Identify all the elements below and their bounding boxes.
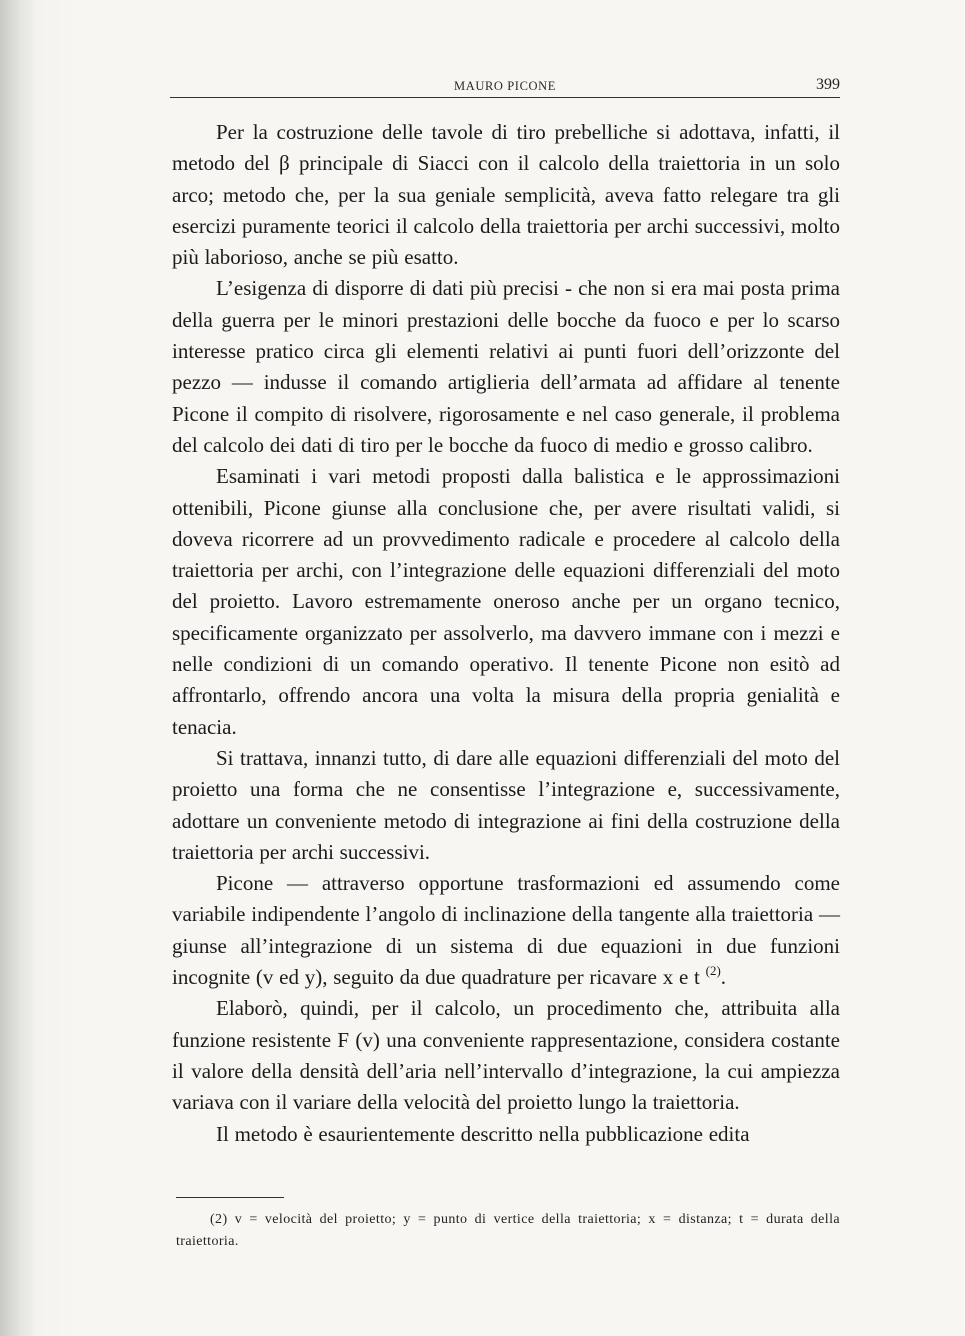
paragraph-5 bbox=[172, 868, 840, 993]
page-number: 399 bbox=[816, 76, 840, 93]
paragraph-6 bbox=[172, 993, 840, 1118]
paragraph-1 bbox=[172, 117, 840, 273]
header-rule bbox=[170, 97, 840, 98]
binding-edge bbox=[0, 0, 36, 1336]
running-title: MAURO PICONE bbox=[454, 79, 556, 93]
paragraph-1-text: Per la costruzione delle tavole di tiro prebelliche si adottava, infatti, il metodo del β principale di Siacci con il calcolo della traiettoria in un solo arco; metodo che, per la sua geniale semplicità, aveva fatto relegare tra gli esercizi puramente teorici il calcolo della traiettoria per archi successivi, molto più laborioso, anche se più esatto. bbox=[172, 120, 840, 270]
paragraph-4-text: Si trattava, innanzi tutto, di dare alle equazioni differenziali del moto del proietto una forma che ne consentisse l’integrazione e, successivamente, adottare un conveniente metodo di integrazione ai fini della costruzione della traiettoria per archi successivi. bbox=[172, 745, 840, 864]
running-head bbox=[170, 76, 840, 96]
paragraph-3-text: Esaminati i vari metodi proposti dalla balistica e le approssimazioni ottenibili, Picone giunse alla conclusione che, per avere risultati validi, si doveva ricorrere ad un provvedimento radicale e procedere al calcolo della traiettoria per archi, con l’integrazione delle equazioni differenziali del moto del proietto. Lavoro estremamente oneroso anche per un organo tecnico, specificamente organizzato per assolverlo, ma davvero immane con i mezzi e nelle condizioni di un comando operativo. Il tenente Picone non esitò ad affrontarlo, offrendo ancora una volta la misura della propria genialità e tenacia. bbox=[172, 464, 840, 739]
paragraph-5-end: . bbox=[720, 965, 727, 990]
paragraph-2 bbox=[172, 273, 840, 461]
paragraph-6-text: Elaborò, quindi, per il calcolo, un procedimento che, attribuita alla funzione resistente F (v) una conveniente rappresentazione, considera costante il valore della densità dell’aria nell’intervallo d’integrazione, la cui ampiezza variava con il variare della velocità del proietto lungo la traiettoria. bbox=[172, 996, 840, 1115]
paragraph-4 bbox=[172, 743, 840, 868]
paragraph-5-text: Picone — attraverso opportune trasformazioni ed assumendo come variabile indipendente l’angolo di inclinazione della tangente alla traiettoria — giunse all’integrazione di un sistema di due equazioni in due funzioni incognite (v ed y), seguito da due quadrature per ricavare x e t bbox=[172, 871, 840, 990]
footnote-rule bbox=[176, 1197, 284, 1198]
paragraph-7 bbox=[172, 1119, 840, 1150]
footnote bbox=[176, 1209, 840, 1253]
footnote-reference: (2) bbox=[705, 963, 721, 979]
body-text bbox=[172, 117, 840, 1150]
paragraph-2-text: L’esigenza di disporre di dati più precisi - che non si era mai posta prima della guerra per le minori prestazioni delle bocche da fuoco e per lo scarso interesse pratico circa gli elementi relativi ai punti fuori dell’orizzonte del pezzo — indusse il comando artiglieria dell’armata ad affidare al tenente Picone il compito di risolvere, rigorosamente e nel caso generale, il problema del calcolo dei dati di tiro per le bocche da fuoco di medio e grosso calibro. bbox=[172, 276, 840, 457]
paragraph-3 bbox=[172, 461, 840, 743]
paragraph-7-text: Il metodo è esaurientemente descritto nella pubblicazione edita bbox=[216, 1121, 750, 1146]
footnote-text: (2) v = velocità del proietto; y = punto di vertice della traiettoria; x = distanza; t = durata della traiettoria. bbox=[176, 1212, 840, 1249]
